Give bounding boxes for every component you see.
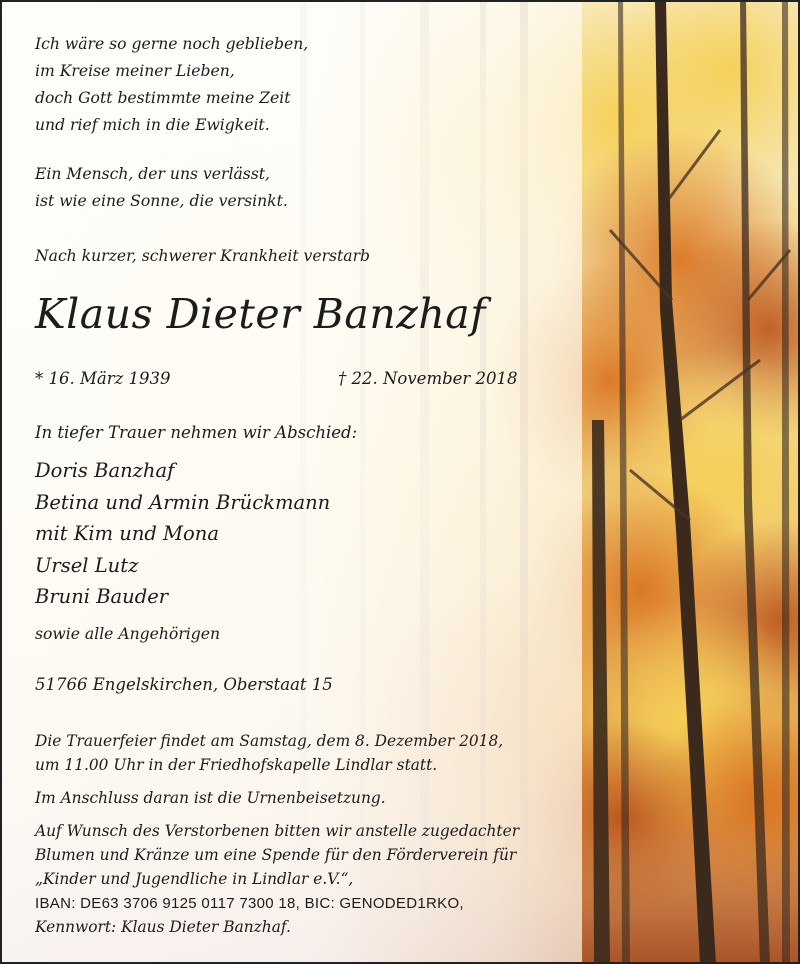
mourner-name: Ursel Lutz: [35, 554, 139, 577]
mourning-intro: In tiefer Trauer nehmen wir Abschied:: [35, 423, 358, 442]
death-date: † 22. November 2018: [338, 369, 518, 388]
poem-line: und rief mich in die Ewigkeit.: [35, 116, 270, 134]
poem-line: im Kreise meiner Lieben,: [35, 62, 235, 80]
deceased-name: Klaus Dieter Banzhaf: [35, 290, 486, 338]
poem-line: ist wie eine Sonne, die versinkt.: [35, 192, 288, 210]
intro-text: Nach kurzer, schwerer Krankheit verstarb: [35, 247, 371, 265]
donation-line: Blumen und Kränze um eine Spende für den Förderverein für: [35, 846, 517, 864]
mourner-name: Betina und Armin Brückmann: [35, 491, 331, 514]
relatives-text: sowie alle Angehörigen: [35, 625, 221, 643]
poem-line: Ein Mensch, der uns verlässt,: [35, 165, 270, 183]
mourner-name: Bruni Bauder: [35, 585, 169, 608]
donation-line: „Kinder und Jugendliche in Lindlar e.V.“,: [35, 870, 354, 888]
birth-date: * 16. März 1939: [35, 369, 171, 388]
poem-line: doch Gott bestimmte meine Zeit: [35, 89, 291, 107]
donation-keyword: Kennwort: Klaus Dieter Banzhaf.: [35, 918, 291, 936]
address: 51766 Engelskirchen, Oberstaat 15: [35, 675, 333, 694]
ceremony-line: Die Trauerfeier findet am Samstag, dem 8. Dezember 2018,: [35, 732, 504, 750]
poem-line: Ich wäre so gerne noch geblieben,: [35, 35, 309, 53]
ceremony-line: um 11.00 Uhr in der Friedhofskapelle Lindlar statt.: [35, 756, 438, 774]
urn-burial-text: Im Anschluss daran ist die Urnenbeisetzung.: [35, 789, 386, 807]
donation-line: Auf Wunsch des Verstorbenen bitten wir anstelle zugedachter: [35, 822, 520, 840]
bank-details: IBAN: DE63 3706 9125 0117 7300 18, BIC: GENODED1RKO,: [35, 895, 464, 912]
mourner-name: Doris Banzhaf: [35, 459, 175, 482]
mourner-name: mit Kim und Mona: [35, 522, 219, 545]
